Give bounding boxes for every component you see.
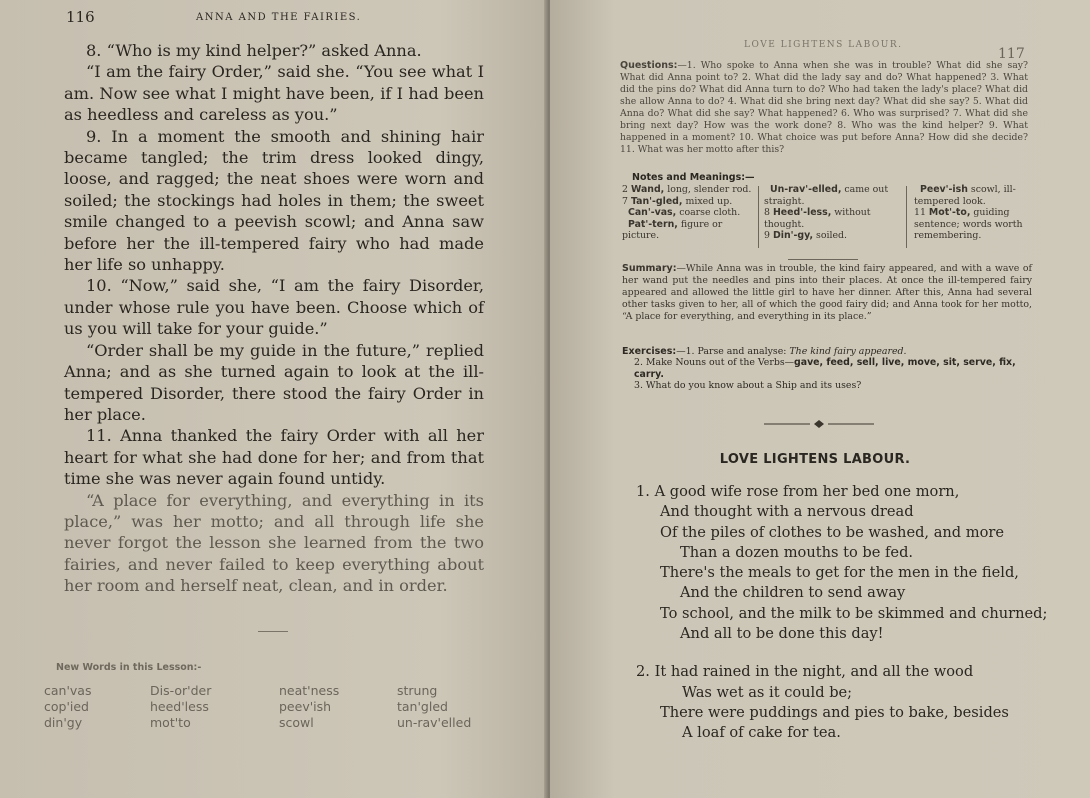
exercise-3: 3. What do you know about a Ship and its uses? (634, 380, 862, 392)
paragraph: 9. In a moment the smooth and shining hair became tangled; the trim dress looked dingy, loose, and ragged; the neat shoes were worn and soiled; the stockings had holes in them; the sweet smile changed to a peevish scowl; and Anna saw before her the ill-tempered fairy who had made her life so unhappy. (64, 126, 484, 275)
exercise-2: 2. Make Nouns out of the Verbs—gave, feed, sell, live, move, sit, serve, fix, carry. (634, 357, 1016, 380)
new-words-title: New Words in this Lesson:- (56, 662, 202, 673)
note-entry: 8 Heed'-less, without thought. (764, 207, 871, 230)
new-words-grid (44, 683, 494, 730)
divider-rule (788, 259, 858, 260)
running-head-left: ANNA AND THE FAIRIES. (196, 12, 362, 23)
new-word: can'vas (44, 683, 92, 698)
left-page-body (64, 40, 484, 597)
note-entry: Pat'-tern, figure or picture. (622, 218, 723, 242)
page-number-left: 116 (66, 8, 95, 26)
note-entry: 7 Tan'-gled, mixed up. (622, 195, 733, 207)
poem-line: To school, and the milk to be skimmed and churned; (660, 604, 1048, 622)
poem-line: And all to be done this day! (680, 625, 884, 643)
exercises-label: Exercises: (622, 346, 677, 357)
exercise-1: Exercises:—1. Parse and analyse: The kind fairy appeared. (622, 346, 907, 357)
divider-rule (258, 631, 288, 632)
exercises-block (622, 346, 1036, 392)
poem (636, 482, 1056, 744)
poem-line: Of the piles of clothes to be washed, and more (660, 523, 1005, 541)
paragraph: 11. Anna thanked the fairy Order with all her heart for what she had done for her; and from that time she was never again found untidy. (64, 426, 484, 489)
notes-column-divider (906, 186, 907, 248)
paragraph: “I am the fairy Order,” said she. “You see what I am. Now see what I might have been, if I had been as heedless and careless as you.” (64, 62, 484, 125)
new-word: neat'ness (279, 683, 340, 698)
notes-table (622, 184, 1032, 260)
poem-line: 2. It had rained in the night, and all the wood (636, 663, 974, 681)
poem-line: And thought with a nervous dread (660, 503, 914, 521)
questions-text: —1. Who spoke to Anna when she was in trouble? What did she say? What did Anna point to? 2. What did the lady say and do? What happened? 3. What did the pins do? What did Anna turn to do? Who had taken the lady's place? What did she allow Anna to do? 4. What did she bring next day? What did she say? 5. What did Anna do? What did she say? What happened? 6. Who was surprised? 7. What did she bring next day? How was the work done? 8. Who was the kind helper? 9. What happened in a moment? 10. What choice was put before Anna? How did she decide? 11. What was her motto after this? (620, 60, 1028, 155)
paragraph: 8. “Who is my kind helper?” asked Anna. (86, 41, 422, 60)
note-entry: Peev'-ish scowl, ill-tempered look. (914, 184, 1016, 207)
poem-line: There were puddings and pies to bake, besides (660, 703, 1009, 721)
new-word: strung (397, 683, 438, 698)
paragraph: “Order shall be my guide in the future,” replied Anna; and as she turned again to look at the ill-tempered Disorder, there stood the fairy Order in her place. (64, 340, 484, 424)
poem-title: LOVE LIGHTENS LABOUR. (719, 452, 911, 467)
questions-label: Questions: (620, 60, 678, 71)
stanza-gap (636, 644, 1056, 662)
poem-line: Than a dozen mouths to be fed. (680, 543, 914, 561)
page-number-right: 117 (998, 46, 1025, 62)
ornament-divider (764, 419, 874, 429)
running-head-right: LOVE LIGHTENS LABOUR. (744, 40, 903, 50)
new-word: tan'gled (397, 699, 448, 714)
poem-line: A loaf of cake for tea. (682, 724, 841, 742)
poem-line: 1. A good wife rose from her bed one morn, (636, 483, 960, 500)
poem-line: There's the meals to get for the men in the field, (660, 564, 1019, 582)
new-word: heed'less (150, 699, 209, 714)
new-word: cop'ied (44, 699, 89, 714)
notes-column-divider (758, 186, 759, 248)
note-entry: 9 Din'-gy, soiled. (764, 230, 848, 242)
poem-line: And the children to send away (680, 584, 906, 602)
notes-column-3 (914, 184, 1030, 242)
new-word: Dis-or'der (150, 683, 212, 698)
questions-block (620, 60, 1028, 156)
note-entry: Un-rav'-elled, came out straight. (764, 184, 889, 207)
summary-block (622, 263, 1032, 323)
notes-column-2 (764, 184, 904, 242)
notes-label: Notes and Meanings:— (632, 172, 755, 183)
summary-label: Summary: (622, 263, 677, 274)
paragraph: 10. “Now,” said she, “I am the fairy Disorder, under whose rule you have been. Choose which of us you will take for your guide.” (64, 276, 484, 339)
poem-line: Was wet as it could be; (682, 683, 853, 701)
new-word: un-rav'elled (397, 715, 472, 730)
left-page-header (66, 8, 486, 28)
notes-column-1 (622, 184, 756, 242)
new-word: din'gy (44, 715, 83, 730)
note-entry: 2 Wand, long, slender rod. (622, 184, 752, 195)
summary-text: —While Anna was in trouble, the kind fairy appeared, and with a wave of her wand put the needles and pins into their places. At once the ill-tempered fairy appeared and allowed the little girl to have her dinner. After this, Anna had several other tasks given to her, all of which the good fairy did; and Anna took for her motto, “A place for everything, and everything in its place.” (622, 263, 1032, 322)
note-entry: 11 Mot'-to, guiding sentence; words worth remembering. (914, 207, 1023, 242)
new-word: mot'to (150, 715, 191, 730)
new-word: peev'ish (279, 699, 332, 714)
new-word: scowl (279, 715, 314, 730)
paragraph: “A place for everything, and everything in its place,” was her motto; and all through life she never forgot the lesson she learned from the two fairies, and never failed to keep everything about her room and herself neat, clean, and in order. (64, 490, 484, 596)
note-entry: Can'-vas, coarse cloth. (627, 207, 741, 219)
